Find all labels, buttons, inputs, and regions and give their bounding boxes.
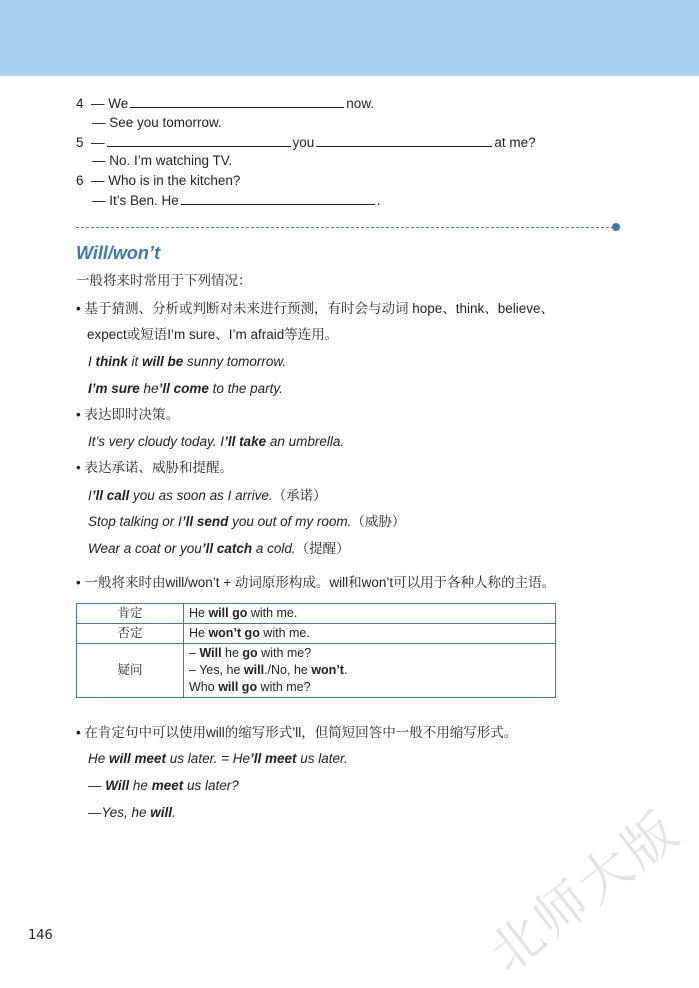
header-band: [0, 0, 699, 76]
example-sentence: [88, 433, 344, 451]
table-row: [77, 624, 556, 644]
text: He: [189, 626, 209, 640]
bold-text: will be: [142, 354, 184, 369]
bullet-decision: • 表达即时决策。: [76, 407, 179, 422]
grammar-table: [76, 603, 556, 698]
bullet-prediction-cont: expect或短语I’m sure、I’m afraid等连用。: [87, 327, 339, 342]
text: I: [88, 488, 92, 503]
example-sentence: [88, 380, 283, 398]
exercise-4-line-1: [76, 94, 374, 113]
cell-line: [189, 662, 550, 679]
example-sentence: [88, 750, 348, 768]
text: it: [127, 354, 143, 369]
text: with me?: [257, 646, 312, 660]
text: He: [88, 751, 110, 766]
text: he: [139, 381, 159, 396]
text: Wear a coat or you: [88, 541, 202, 556]
bold-text: Will: [105, 778, 130, 793]
annotation-text: （承诺）: [272, 488, 327, 503]
text: a cold.: [252, 541, 296, 556]
text: us later.: [296, 751, 348, 766]
bold-text: ’ll meet: [249, 751, 297, 766]
text: .: [376, 193, 381, 208]
bullet-promise: • 表达承诺、威胁和提醒。: [76, 460, 233, 475]
example-sentence: [88, 353, 286, 371]
text: he: [129, 778, 152, 793]
bullet-prediction: • 基于猜测、分析或判断对未来进行预测，有时会与动词 hope、think、believe、: [76, 301, 555, 316]
bold-text: go: [242, 646, 258, 660]
text: .: [343, 663, 348, 677]
divider-dot: [612, 223, 620, 231]
text: with me.: [259, 626, 310, 640]
annotation-text: （威胁）: [351, 514, 406, 529]
exercise-6-line-1: [76, 172, 240, 190]
text: an umbrella.: [266, 434, 345, 449]
bullet-structure: • 一般将来时由will/won’t + 动词原形构成。will和won’t可以用于各种人称的主语。: [76, 575, 556, 590]
text: He: [189, 606, 209, 620]
bold-text: ’ll call: [91, 488, 130, 503]
text: ./No, he: [264, 663, 312, 677]
page-number: 146: [28, 928, 53, 943]
example-sentence: [88, 487, 327, 505]
table-row: [77, 644, 556, 698]
dashed-divider: [76, 227, 614, 228]
intro-text: 一般将来时常用于下列情况：: [76, 273, 252, 288]
example-sentence: [88, 513, 405, 531]
text: I: [88, 354, 96, 369]
question-number: 6: [76, 173, 84, 188]
bold-text: ’ll take: [224, 434, 267, 449]
bold-text: Will: [199, 646, 222, 660]
bold-text: will meet: [109, 751, 167, 766]
cell-line: [189, 679, 550, 696]
text: Who: [189, 680, 219, 694]
bold-text: will: [150, 805, 173, 820]
bold-text: think: [95, 354, 128, 369]
question-number: 5: [76, 135, 84, 150]
text: you out of my room.: [228, 514, 352, 529]
text: — Who is in the kitchen?: [91, 173, 241, 188]
text: with me?: [257, 680, 311, 694]
table-row: [77, 604, 556, 624]
text: —: [88, 778, 106, 793]
text: you: [292, 135, 315, 150]
cell-line: [189, 645, 550, 662]
bold-text: I’m sure: [88, 381, 140, 396]
bold-text: won’t go: [208, 626, 260, 640]
exercise-5-line-1: [76, 133, 536, 152]
text: sunny tomorrow.: [183, 354, 287, 369]
text: — It’s Ben. He: [92, 193, 179, 208]
answer-blank[interactable]: [181, 191, 375, 205]
exercise-6-line-2: [92, 191, 381, 210]
text: at me?: [494, 135, 536, 150]
example-sentence: [88, 540, 350, 558]
text: — We: [91, 96, 129, 111]
answer-blank[interactable]: [130, 94, 344, 108]
text: —: [91, 135, 105, 150]
text: It’s very cloudy today. I: [88, 434, 225, 449]
section-title: Will/won’t: [76, 243, 161, 263]
bold-text: won’t: [311, 663, 344, 677]
row-header: 否定: [77, 624, 184, 644]
row-header: 肯定: [77, 604, 184, 624]
bold-text: ’ll come: [158, 381, 209, 396]
bold-text: will: [243, 663, 265, 677]
annotation-text: （提醒）: [295, 541, 350, 556]
text: —Yes, he: [88, 805, 151, 820]
bullet-contraction: • 在肯定句中可以使用will的缩写形式’ll，但简短回答中一般不用缩写形式。: [76, 725, 518, 740]
example-sentence: [88, 804, 176, 822]
text: – Yes, he: [189, 663, 244, 677]
text: with me.: [247, 606, 298, 620]
text: he: [221, 646, 243, 660]
table-cell: [184, 644, 556, 698]
table-cell: [184, 624, 556, 644]
text: us later. = He: [166, 751, 250, 766]
exercise-4-line-2: — See you tomorrow.: [92, 115, 222, 130]
bold-text: ’ll catch: [201, 541, 253, 556]
exercise-5-line-2: — No. I’m watching TV.: [92, 153, 233, 168]
question-number: 4: [76, 96, 84, 111]
bold-text: meet: [151, 778, 184, 793]
answer-blank[interactable]: [316, 133, 492, 147]
text: us later?: [183, 778, 239, 793]
table-cell: [184, 604, 556, 624]
bold-text: will go: [218, 680, 258, 694]
text: Stop talking or I: [88, 514, 182, 529]
row-header: 疑问: [77, 644, 184, 698]
bold-text: ’ll send: [181, 514, 229, 529]
publisher-watermark: 北师大版: [478, 799, 693, 985]
answer-blank[interactable]: [107, 133, 291, 147]
text: .: [172, 805, 176, 820]
text: –: [189, 646, 200, 660]
text: you as soon as I arrive.: [129, 488, 273, 503]
text: now.: [346, 96, 375, 111]
bold-text: will go: [208, 606, 248, 620]
text: to the party.: [208, 381, 283, 396]
example-sentence: [88, 777, 239, 795]
